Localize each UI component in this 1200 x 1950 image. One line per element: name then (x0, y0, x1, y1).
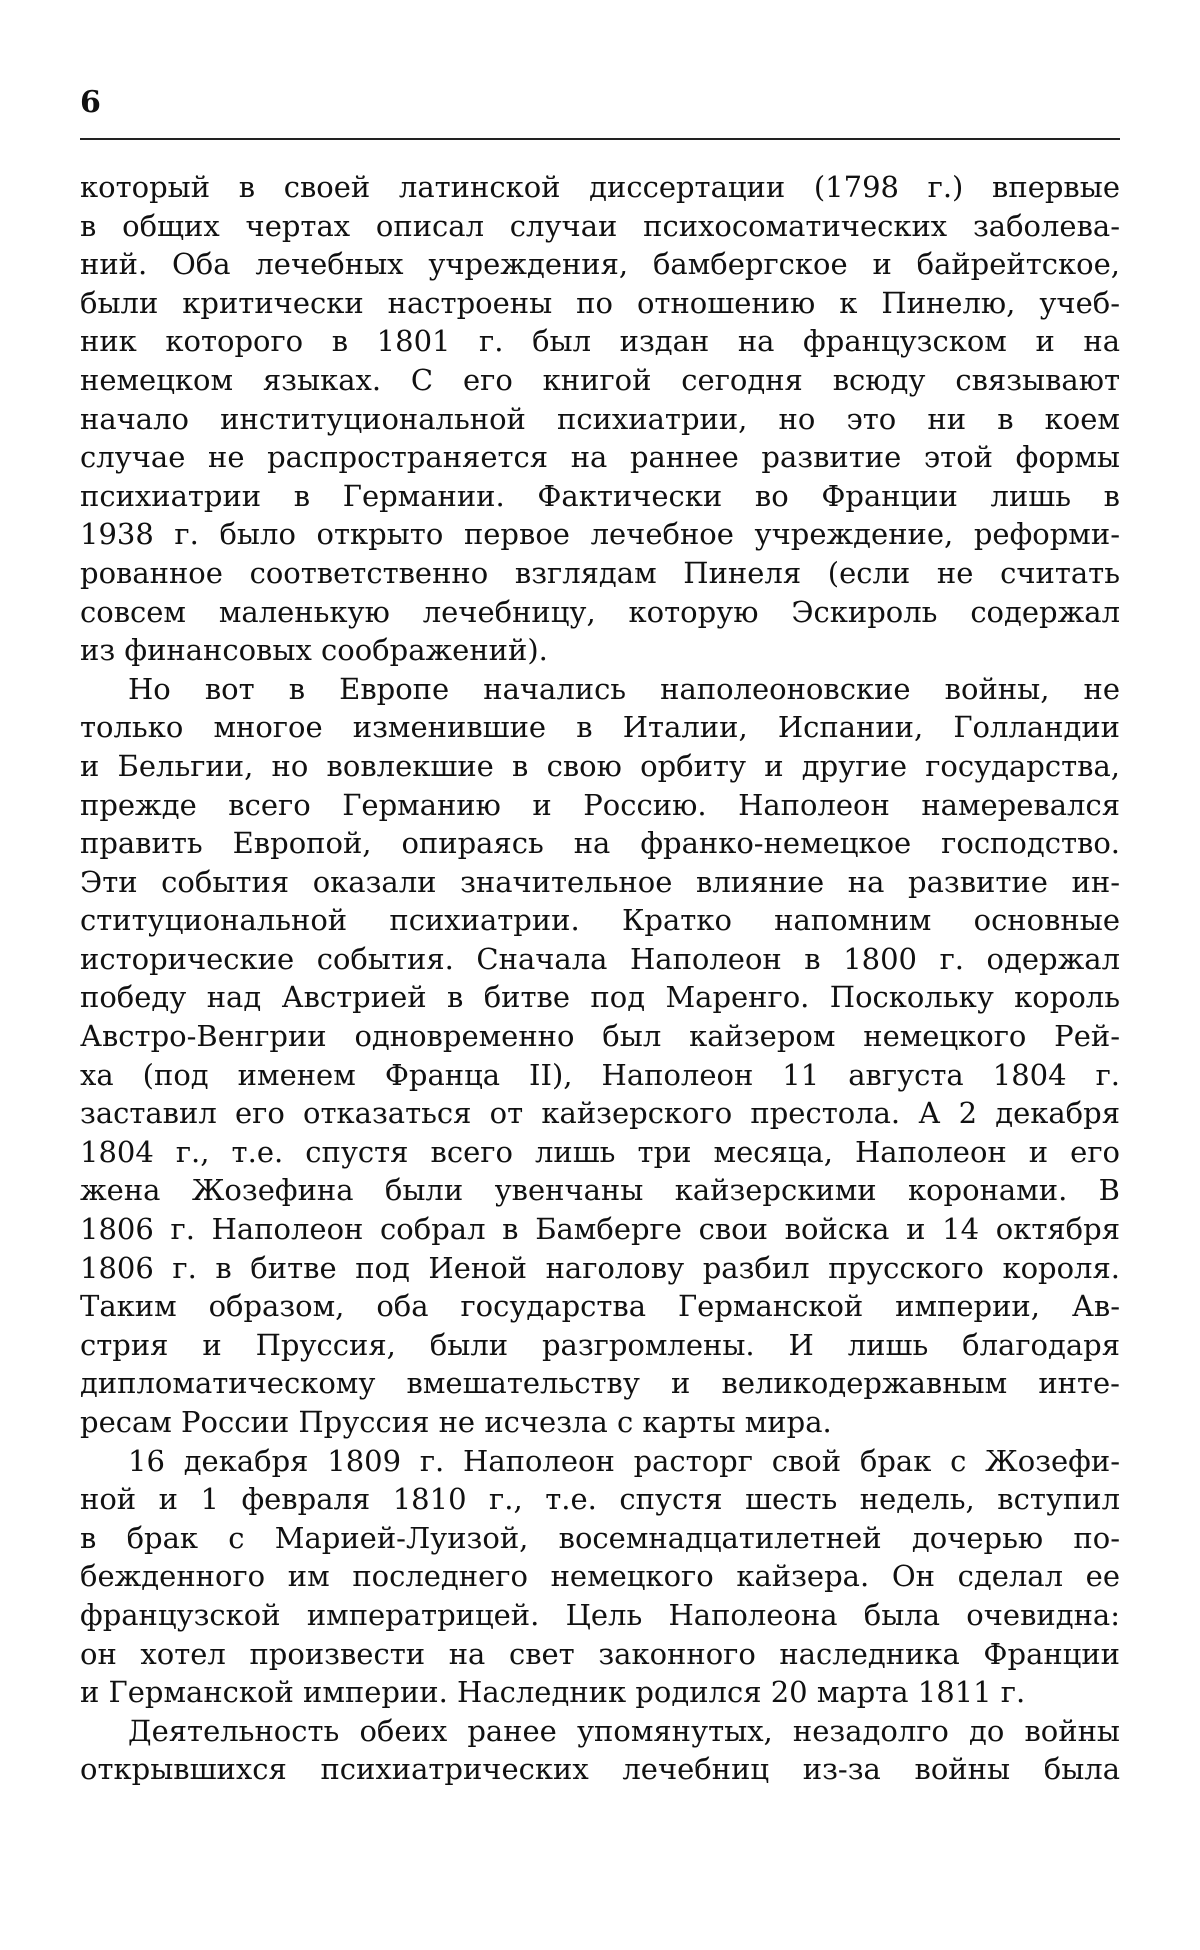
page-number: 6 (80, 85, 101, 120)
paragraph (80, 168, 1120, 670)
text-line: править Европой, опираясь на франко-немецкое господство. (80, 826, 1120, 861)
text-line: бежденного им последнего немецкого кайзера. Он сделал ее (80, 1559, 1120, 1594)
text-line: в общих чертах описал случаи психосоматических заболева- (80, 208, 1120, 243)
text-line: ституциональной психиатрии. Кратко напомним основные (80, 903, 1120, 938)
text-line: 1804 г., т.е. спустя всего лишь три месяца, Наполеон и его (80, 1134, 1120, 1169)
text-line: 1806 г. в битве под Иеной наголову разбил прусского короля. (80, 1250, 1120, 1285)
text-line: открывшихся психиатрических лечебниц из-за войны была (80, 1752, 1120, 1787)
paragraph (80, 1442, 1120, 1712)
text-line: были критически настроены по отношению к Пинелю, учеб- (80, 285, 1120, 320)
text-line: и Бельгии, но вовлекшие в свою орбиту и другие государства, (80, 748, 1120, 783)
text-line: жена Жозефина были увенчаны кайзерскими коронами. В (80, 1173, 1120, 1208)
text-line: 1938 г. было открыто первое лечебное учреждение, реформи- (80, 517, 1120, 552)
text-line: он хотел произвести на свет законного наследника Франции (80, 1636, 1120, 1671)
text-line: совсем маленькую лечебницу, которую Эскироль содержал (80, 594, 1120, 629)
text-line: ресам России Пруссия не исчезла с карты мира. (80, 1405, 832, 1439)
text-line: из финансовых соображений). (80, 633, 548, 668)
text-line: рованное соответственно взглядам Пинеля (если не считать (80, 555, 1120, 590)
text-line: исторические события. Сначала Наполеон в 1800 г. одержал (80, 941, 1120, 976)
body-text (80, 168, 1120, 1789)
text-line: Таким образом, оба государства Германской империи, Ав- (80, 1289, 1120, 1324)
text-line: стрия и Пруссия, были разгромлены. И лишь благодаря (80, 1327, 1120, 1362)
text-line: 1806 г. Наполеон собрал в Бамберге свои войска и 14 октября (80, 1212, 1120, 1247)
text-line: заставил его отказаться от кайзерского престола. А 2 декабря (80, 1096, 1120, 1131)
text-line: Но вот в Европе начались наполеоновские войны, не (128, 671, 1120, 706)
header-rule (80, 138, 1120, 140)
text-line: начало институциональной психиатрии, но это ни в коем (80, 401, 1120, 436)
text-line: немецком языках. С его книгой сегодня всюду связывают (80, 362, 1120, 397)
text-line: 16 декабря 1809 г. Наполеон расторг свой брак с Жозефи- (128, 1443, 1120, 1478)
text-line: Австро-Венгрии одновременно был кайзером немецкого Рей- (80, 1019, 1120, 1054)
text-line: Деятельность обеих ранее упомянутых, незадолго до войны (128, 1713, 1120, 1748)
text-line: психиатрии в Германии. Фактически во Франции лишь в (80, 478, 1120, 513)
text-line: только многое изменившие в Италии, Испании, Голландии (80, 710, 1120, 745)
paragraph (80, 670, 1120, 1442)
text-line: прежде всего Германию и Россию. Наполеон намеревался (80, 787, 1120, 822)
text-line: который в своей латинской диссертации (1798 г.) впервые (80, 170, 1120, 204)
text-line: ха (под именем Франца II), Наполеон 11 августа 1804 г. (80, 1057, 1120, 1092)
text-line: ник которого в 1801 г. был издан на французском и на (80, 324, 1120, 359)
text-line: ной и 1 февраля 1810 г., т.е. спустя шесть недель, вступил (80, 1482, 1120, 1517)
text-line: ний. Оба лечебных учреждения, бамбергское и байрейтское, (80, 247, 1120, 282)
text-line: Эти события оказали значительное влияние на развитие ин- (80, 864, 1120, 899)
text-line: и Германской империи. Наследник родился 20 марта 1811 г. (80, 1675, 1026, 1710)
text-line: французской императрицей. Цель Наполеона была очевидна: (80, 1597, 1120, 1632)
text-line: дипломатическому вмешательству и великодержавным инте- (80, 1366, 1120, 1401)
text-line: победу над Австрией в битве под Маренго. Поскольку король (80, 980, 1120, 1015)
paragraph (80, 1712, 1120, 1789)
text-line: случае не распространяется на раннее развитие этой формы (80, 440, 1120, 475)
text-line: в брак с Марией-Луизой, восемнадцатилетней дочерью по- (80, 1520, 1120, 1555)
